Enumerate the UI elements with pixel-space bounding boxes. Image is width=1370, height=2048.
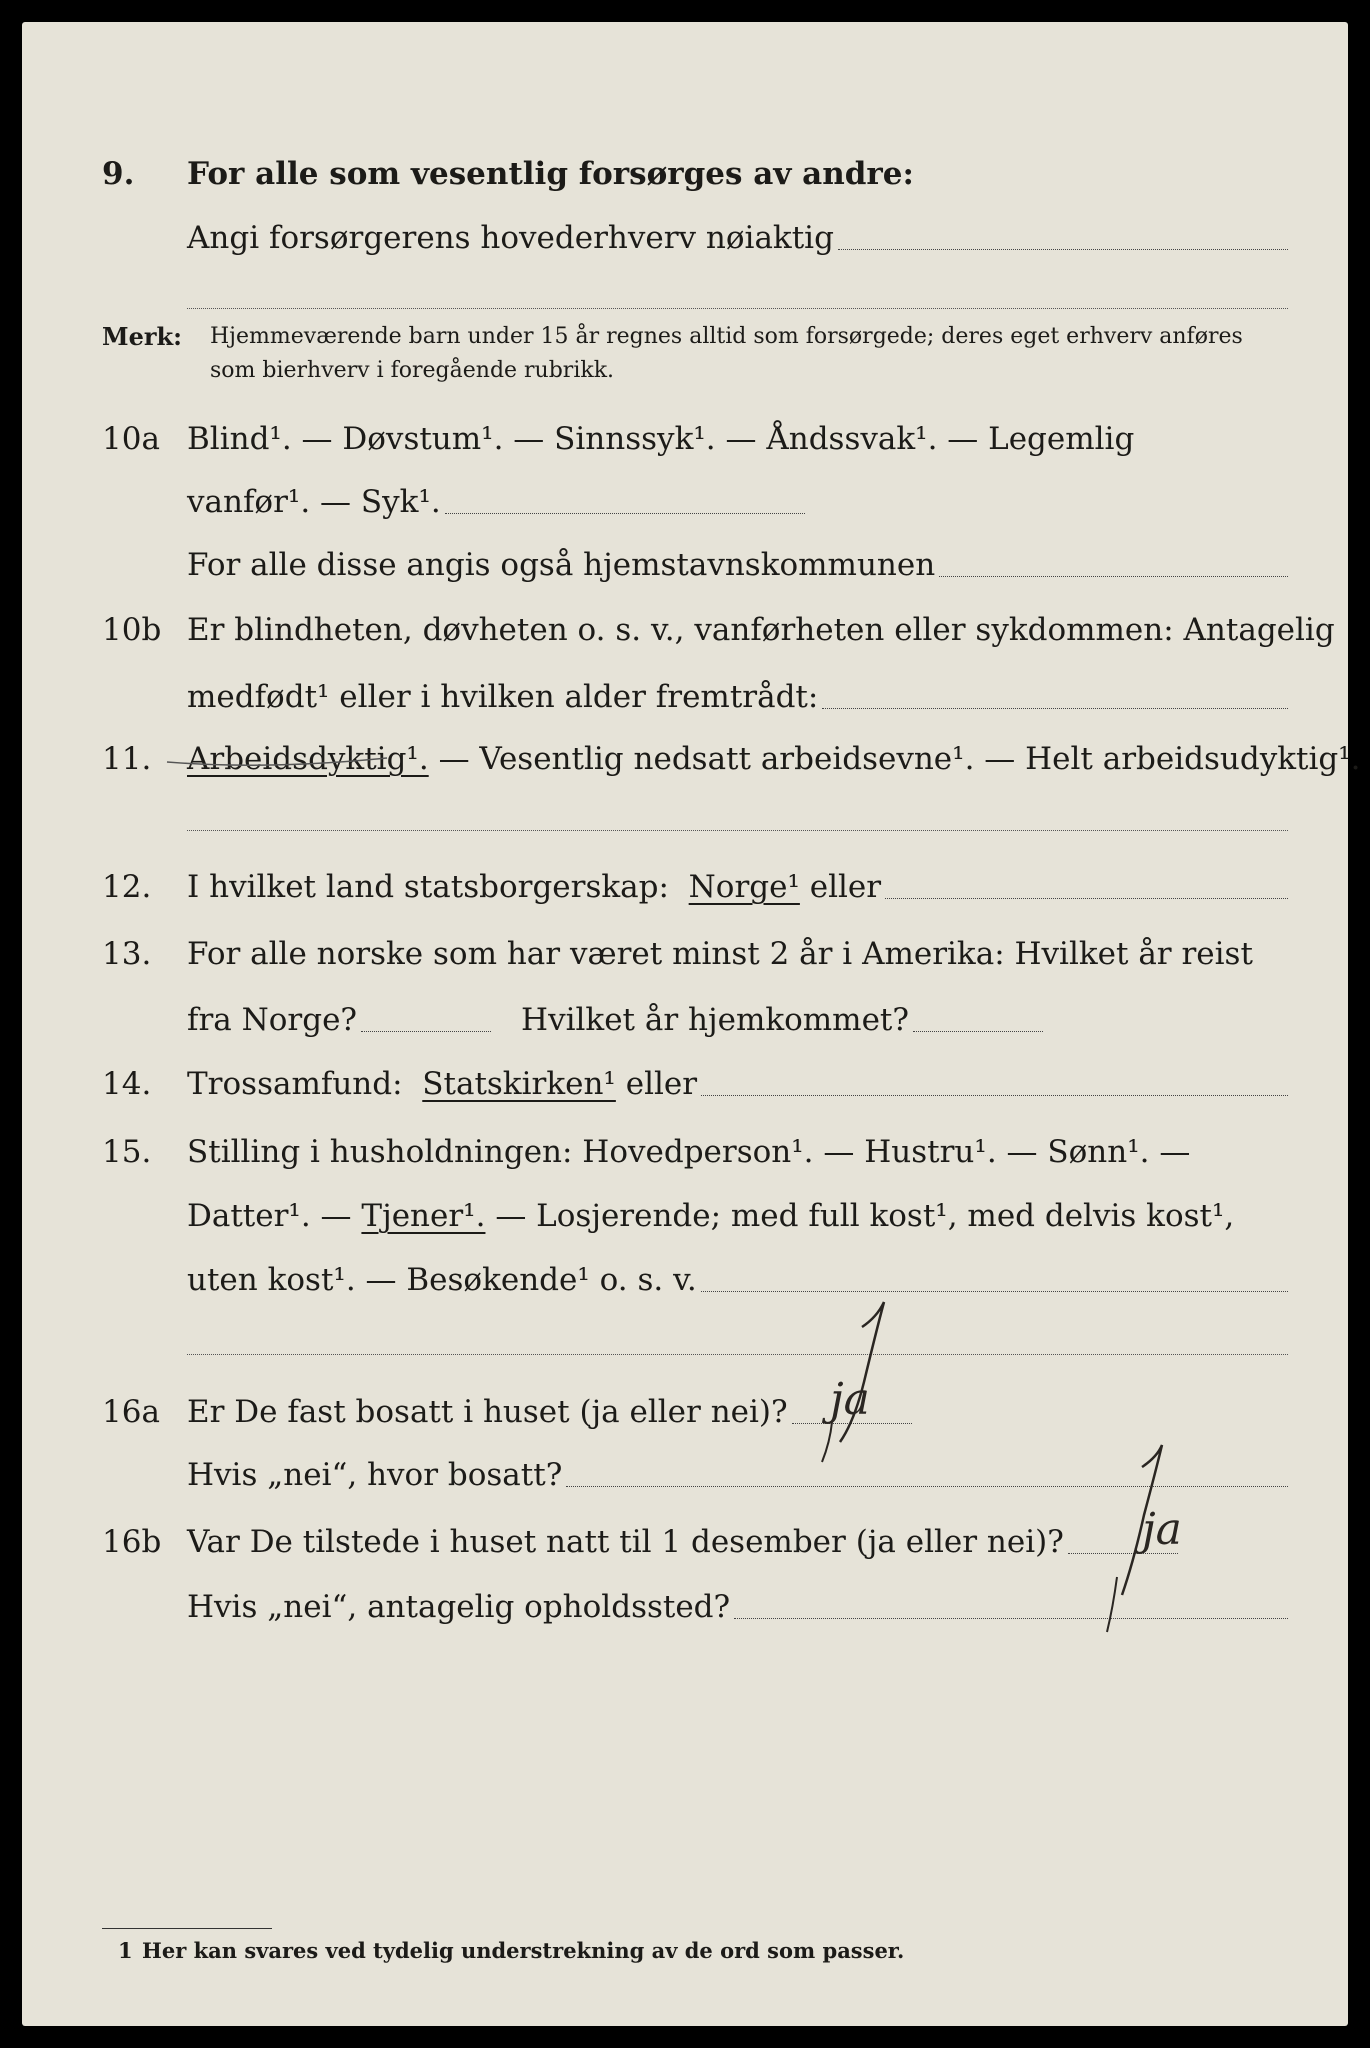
question-number: 12. bbox=[102, 869, 152, 905]
question-number: 14. bbox=[102, 1066, 152, 1102]
question-text: — Losjerende; med full kost¹, med delvis kost¹, bbox=[495, 1198, 1235, 1234]
question-text: Stilling i husholdningen: Hovedperson¹. — Hustru¹. — Sønn¹. — bbox=[187, 1134, 1191, 1170]
question-text: Hvis „nei“, antagelig opholdssted? bbox=[187, 1589, 731, 1625]
question-number: 10b bbox=[102, 612, 162, 648]
footnote-text: Her kan svares ved tydelig understrekning av de ord som passer. bbox=[142, 1938, 905, 1963]
answer-field[interactable] bbox=[445, 511, 805, 514]
question-number: 10a bbox=[102, 421, 160, 457]
note-text: Hjemmeværende barn under 15 år regnes alltid som forsørgede; deres eget erhverv anføres som bierhverv i foregående rubrikk. bbox=[210, 324, 1243, 383]
question-text: medfødt¹ eller i hvilken alder fremtrådt: bbox=[187, 679, 819, 715]
question-number: 13. bbox=[102, 936, 152, 972]
question-text: fra Norge? bbox=[187, 1002, 358, 1038]
answer-field[interactable] bbox=[734, 1616, 1288, 1619]
question-number: 9. bbox=[102, 156, 135, 192]
note-label: Merk: bbox=[102, 322, 182, 351]
answer-field[interactable] bbox=[361, 1029, 491, 1032]
question-text: For alle disse angis også hjemstavnskommunen bbox=[187, 547, 936, 583]
answer-field[interactable] bbox=[885, 896, 1288, 899]
handwritten-answer: ja bbox=[830, 1374, 870, 1425]
question-text: uten kost¹. — Besøkende¹ o. s. v. bbox=[187, 1262, 697, 1298]
answer-field[interactable] bbox=[566, 1484, 1288, 1487]
answer-field[interactable] bbox=[822, 706, 1288, 709]
question-text: Datter¹. — bbox=[187, 1198, 352, 1234]
separator-rule bbox=[187, 1354, 1288, 1355]
question-text: Hvilket år hjemkommet? bbox=[521, 1002, 910, 1038]
underlined-answer: Tjener¹. bbox=[361, 1198, 486, 1234]
question-number: 11. bbox=[102, 741, 152, 777]
separator-rule bbox=[187, 308, 1288, 309]
answer-field[interactable] bbox=[701, 1289, 1288, 1292]
question-text: I hvilket land statsborgerskap: bbox=[187, 869, 669, 905]
separator-rule bbox=[187, 830, 1288, 831]
question-text: Angi forsørgerens hovederhverv nøiaktig bbox=[187, 220, 834, 256]
question-text: Er blindheten, døvheten o. s. v., vanførheten eller sykdommen: Antagelig bbox=[187, 612, 1335, 648]
question-number: 15. bbox=[102, 1134, 152, 1170]
question-number: 16a bbox=[102, 1394, 160, 1430]
question-text: Var De tilstede i huset natt til 1 desember (ja eller nei)? bbox=[187, 1524, 1064, 1560]
question-text: For alle norske som har været minst 2 år i Amerika: Hvilket år reist bbox=[187, 936, 1253, 972]
footnote-rule bbox=[102, 1928, 272, 1929]
question-text: Trossamfund: bbox=[187, 1066, 403, 1102]
question-text: — Vesentlig nedsatt arbeidsevne¹. — Helt arbeidsudyktig¹. bbox=[438, 741, 1361, 777]
question-text: Er De fast bosatt i huset (ja eller nei)? bbox=[187, 1394, 788, 1430]
underlined-answer: Statskirken¹ bbox=[422, 1066, 616, 1102]
question-text: eller bbox=[809, 869, 882, 905]
question-text: Hvis „nei“, hvor bosatt? bbox=[187, 1457, 563, 1493]
question-text: vanfør¹. — Syk¹. bbox=[187, 484, 441, 520]
question-title: For alle som vesentlig forsørges av andre: bbox=[187, 156, 914, 192]
answer-field[interactable] bbox=[939, 574, 1288, 577]
footnote-mark: 1 bbox=[118, 1938, 133, 1963]
question-text: eller bbox=[625, 1066, 698, 1102]
underlined-answer: Arbeidsdyktig¹. bbox=[187, 741, 429, 777]
question-text: Blind¹. — Døvstum¹. — Sinnssyk¹. — Åndssvak¹. — Legemlig bbox=[187, 421, 1135, 457]
answer-field[interactable] bbox=[838, 247, 1288, 250]
census-form-page bbox=[22, 22, 1361, 2026]
answer-field[interactable] bbox=[701, 1093, 1288, 1096]
question-number: 16b bbox=[102, 1524, 162, 1560]
answer-field[interactable] bbox=[913, 1029, 1043, 1032]
underlined-answer: Norge¹ bbox=[688, 869, 800, 905]
handwritten-answer: ja bbox=[1142, 1504, 1182, 1555]
